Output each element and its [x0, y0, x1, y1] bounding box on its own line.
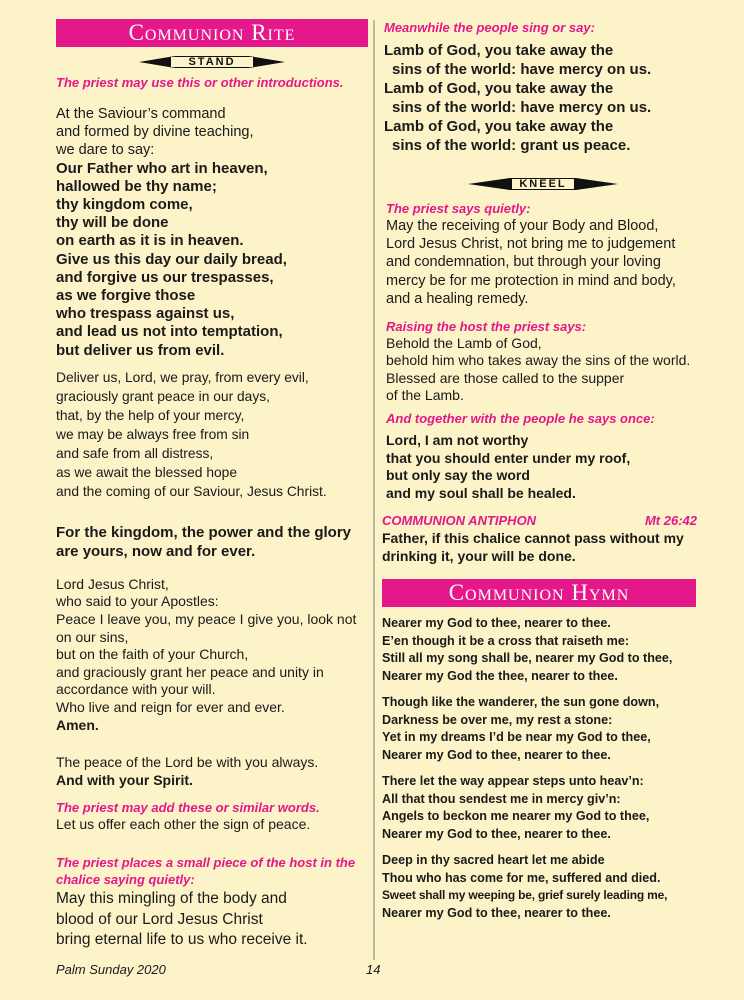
- prayer-line: that, by the help of your mercy,: [56, 407, 245, 423]
- hymn-verse-2: [382, 694, 700, 764]
- text-line: and formed by divine teaching,: [56, 124, 254, 141]
- stand-ribbon: [139, 55, 285, 69]
- antiphon-reference: Mt 26:42: [644, 513, 697, 529]
- prayer-line: Peace I leave you, my peace I give you, look not on our sins,: [56, 611, 357, 645]
- rubric-sing-or-say: Meanwhile the people sing or say:: [384, 20, 595, 35]
- communion-antiphon-heading: [382, 512, 700, 529]
- prayer-line: but on the faith of your Church,: [56, 646, 249, 663]
- agnus-line: sins of the world: grant us peace.: [392, 137, 631, 154]
- hymn-verse-1: [382, 615, 700, 685]
- hymn-verse-3: [382, 773, 700, 843]
- prayer-line: hallowed be thy name;: [56, 177, 217, 195]
- prayer-line: thy will be done: [56, 214, 169, 232]
- behold-line: of the Lamb.: [386, 386, 464, 403]
- hymn-line: Though like the wanderer, the sun gone down,: [382, 695, 660, 710]
- left-column: [56, 0, 368, 951]
- agnus-line: sins of the world: have mercy on us.: [392, 61, 652, 78]
- greeting-line: The peace of the Lord be with you always.: [56, 754, 319, 771]
- prayer-line: as we await the blessed hope: [56, 464, 238, 480]
- rubric-says-quietly: The priest says quietly:: [386, 201, 531, 216]
- hymn-line: Nearer my God to thee, nearer to thee.: [382, 905, 611, 920]
- prayer-line: but deliver us from evil.: [56, 341, 225, 359]
- prayer-line: thy kingdom come,: [56, 196, 193, 214]
- prayer-line: and safe from all distress,: [56, 445, 214, 461]
- prayer-line: and lead us not into temptation,: [56, 323, 283, 341]
- prayer-line: Our Father who art in heaven,: [56, 159, 268, 177]
- hymn-line: Still all my song shall be, nearer my God to thee,: [382, 651, 673, 666]
- lamb-of-god: [382, 41, 700, 155]
- column-divider: [373, 20, 375, 960]
- deliver-us-prayer: [56, 368, 368, 501]
- prayer-line: and graciously grant her peace and unity in accordance with your will.: [56, 663, 324, 698]
- stand-label: STAND: [188, 56, 236, 68]
- antiphon-label: COMMUNION ANTIPHON: [382, 513, 537, 529]
- mingling-prayer: [56, 889, 368, 951]
- hymn-line: Nearer my God to thee, nearer to thee.: [382, 747, 611, 762]
- behold-lamb: [382, 335, 700, 404]
- hymn-line: Deep in thy sacred heart let me abide: [382, 853, 605, 868]
- right-column: [382, 0, 700, 922]
- rubric-sign-of-peace: The priest may add these or similar words.: [56, 800, 320, 816]
- hymn-line: Angels to beckon me nearer my God to thee,: [382, 809, 650, 824]
- communion-rite-banner: Communion Rite: [56, 19, 368, 47]
- hymn-line: Nearer my God to thee, nearer to thee.: [382, 616, 611, 631]
- lords-prayer: [56, 160, 368, 360]
- prayer-line: as we forgive those: [56, 287, 196, 305]
- response-line: and my soul shall be healed.: [386, 484, 576, 501]
- hymn-verse-4: [382, 852, 700, 922]
- footer-occasion: Palm Sunday 2020: [56, 962, 166, 977]
- prayer-line: who trespass against us,: [56, 305, 235, 323]
- prayer-line: and forgive us our trespasses,: [56, 268, 274, 286]
- greeting-response: And with your Spirit.: [56, 772, 193, 789]
- rubric-host-chalice: The priest places a small piece of the host in the chalice saying quietly:: [56, 855, 356, 888]
- hymn-line: Darkness be over me, my rest a stone:: [382, 712, 613, 727]
- prayer-line: Lord Jesus Christ,: [56, 575, 169, 592]
- prayer-line: May this mingling of the body and: [56, 890, 287, 908]
- agnus-line: Lamb of God, you take away the: [384, 118, 614, 135]
- page-number: 14: [366, 962, 381, 977]
- amen-response: Amen.: [56, 716, 99, 733]
- prayer-line: Deliver us, Lord, we pray, from every evil,: [56, 369, 309, 385]
- agnus-line: Lamb of God, you take away the: [384, 80, 614, 97]
- peace-greeting: [56, 753, 368, 789]
- sign-of-peace-text: Let us offer each other the sign of peace.: [56, 816, 311, 833]
- prayer-line: on earth as it is in heaven.: [56, 232, 244, 250]
- text-line: At the Saviour’s command: [56, 106, 226, 122]
- kneel-label: KNEEL: [519, 178, 567, 190]
- prayer-line: we may be always free from sin: [56, 426, 250, 442]
- response-line: that you should enter under my roof,: [386, 449, 631, 466]
- prayer-line: blood of our Lord Jesus Christ: [56, 910, 263, 928]
- hymn-line: Nearer my God the thee, nearer to thee.: [382, 668, 618, 683]
- rubric-raising-host: Raising the host the priest says:: [386, 319, 587, 335]
- prayer-line: Give us this day our daily bread,: [56, 250, 287, 268]
- text-line: we dare to say:: [56, 142, 155, 159]
- hymn-line: Sweet shall my weeping be, grief surely leading me,: [382, 888, 668, 903]
- hymn-line: Thou who has come for me, suffered and died.: [382, 870, 661, 885]
- rubric-together: And together with the people he says once:: [386, 411, 655, 427]
- behold-line: Blessed are those called to the supper: [386, 369, 625, 386]
- hymn-line: Yet in my dreams I’d be near my God to thee,: [382, 730, 651, 745]
- hymn-line: E’en though it be a cross that raiseth me:: [382, 633, 630, 648]
- doxology: For the kingdom, the power and the glory are yours, now and for ever.: [56, 523, 352, 560]
- behold-line: Behold the Lamb of God,: [386, 335, 542, 352]
- not-worthy-response: [382, 432, 700, 502]
- receiving-prayer: May the receiving of your Body and Blood, Lord Jesus Christ, not bring me to judgement and condemnation, but through your loving mercy be for me protection in mind and body, and a healing remedy.: [386, 218, 676, 307]
- rubric-introductions: The priest may use this or other introductions.: [56, 75, 344, 90]
- antiphon-text: Father, if this chalice cannot pass without my drinking it, your will be done.: [382, 530, 684, 565]
- agnus-line: sins of the world: have mercy on us.: [392, 99, 652, 116]
- hymn-line: Nearer my God to thee, nearer to thee.: [382, 826, 611, 841]
- kneel-ribbon: [468, 177, 618, 191]
- peace-prayer: [56, 576, 368, 734]
- prayer-line: and the coming of our Saviour, Jesus Christ.: [56, 483, 327, 499]
- prayer-line: graciously grant peace in our days,: [56, 388, 270, 404]
- agnus-line: Lamb of God, you take away the: [384, 42, 614, 59]
- hymn-line: All that thou sendest me in mercy giv’n:: [382, 791, 621, 806]
- communion-hymn-banner: Communion Hymn: [382, 579, 696, 607]
- prayer-line: bring eternal life to us who receive it.: [56, 931, 308, 949]
- introduction-text: [56, 105, 368, 160]
- behold-line: behold him who takes away the sins of the world.: [386, 352, 691, 369]
- prayer-line: who said to your Apostles:: [56, 593, 219, 610]
- response-line: Lord, I am not worthy: [386, 432, 529, 449]
- response-line: but only say the word: [386, 467, 530, 484]
- hymn-line: There let the way appear steps unto heav’n:: [382, 774, 644, 789]
- prayer-line: Who live and reign for ever and ever.: [56, 699, 285, 715]
